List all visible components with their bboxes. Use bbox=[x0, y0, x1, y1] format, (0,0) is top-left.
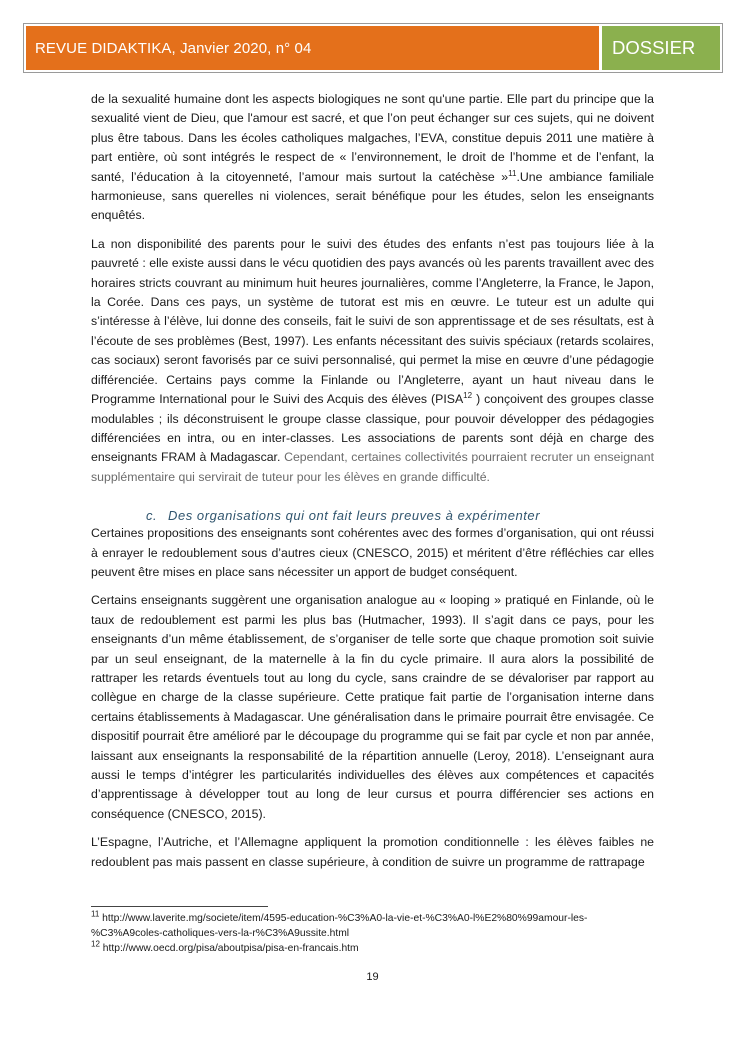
footnote-11-link: http://www.laverite.mg/societe/item/4595-education-%C3%A0-la-vie-et-%C3%A0-l%E2%80%99amour-les- bbox=[99, 913, 588, 924]
paragraph-2-text-b: ) conçoivent des groupes classe modulables ; ils déconstruisent le groupe classe classique, pour pouvoir développer des pédagogies différenciées en intra, ou en inter-classes. Les associations de parents sont déjà en charge des enseignants FRAM à Madagascar. bbox=[91, 392, 655, 465]
footnote-12-number: 12 bbox=[91, 939, 100, 949]
section-label: DOSSIER bbox=[602, 26, 720, 70]
footnote-11 bbox=[91, 911, 691, 926]
page-header bbox=[23, 23, 723, 73]
section-paragraph-1: Certaines propositions des enseignants sont cohérentes avec des formes d’organisation, qui ont réussi à enrayer le redoublement sous d’autres cieux (CNESCO, 2015) et méritent d’être réfléchies car elles peuvent être mises en place sans nécessiter un apport de budget conséquent. bbox=[91, 526, 654, 579]
section-number: c. bbox=[146, 508, 158, 524]
footnote-12 bbox=[91, 941, 691, 956]
section-title: Des organisations qui ont fait leurs preuves à expérimenter bbox=[168, 508, 541, 524]
section-heading bbox=[91, 507, 654, 524]
paragraph-1-text-b: .Une ambiance familiale harmonieuse, sans querelles ni violences, serait bénéfique pour les études, selon les enseignants enquêtés. bbox=[91, 169, 654, 223]
page-number: 19 bbox=[366, 971, 379, 983]
footnotes bbox=[91, 911, 691, 956]
footnote-11-continued: %C3%A9coles-catholiques-vers-la-r%C3%A9ussite.html bbox=[91, 928, 350, 939]
footnote-ref-11: 11 bbox=[508, 168, 517, 178]
paragraph-1-text-a: de la sexualité humaine dont les aspects biologiques ne sont qu'une partie. Elle part du principe que la sexualité vient de Dieu, que l'amour est sacré, et que l’on peut échanger sur ces sujets, qui ne doivent plus être tabous. Dans les écoles catholiques malgaches, l’EVA, constitue depuis 2011 une matière à part entière, où sont intégrés le respect de « l’environnement, le droit de l’homme et de l’enfant, la santé, l’éducation à la citoyenneté, l’amour mais surtout la catéchèse » bbox=[91, 92, 654, 184]
footnote-divider bbox=[91, 906, 268, 907]
journal-title: REVUE DIDAKTIKA, Janvier 2020, n° 04 bbox=[26, 26, 599, 70]
paragraph-1 bbox=[91, 90, 654, 226]
paragraph-2-text-a: La non disponibilité des parents pour le suivi des études des enfants n’est pas toujours liée à la pauvreté : elle existe aussi dans le vécu quotidien des pays avancés où les parents travaillent avec des horaires stricts couvrant au minimum huit heures journalières, comme l’Angleterre, la France, le Japon, la Corée. Dans ces pays, un système de tutorat est mis en œuvre. Le tuteur est un adulte qui s’intéresse à l’élève, lui donne des conseils, fait le suivi de son apprentissage et de ses résultats, est à l’écoute de ses problèmes (Best, 1997). Les enfants nécessitant des suivis spéciaux (retards scolaires, cas sociaux) seront favorisés par ce suivi personnalisé, qui permet la mise en œuvre d’une pédagogie différenciée. Certains pays comme la Finlande ou l’Angleterre, ayant un haut niveau dans le Programme International pour le Suivi des Acquis des élèves (PISA bbox=[91, 236, 654, 407]
paragraph-2 bbox=[91, 235, 654, 487]
footnote-ref-12: 12 bbox=[463, 391, 473, 400]
paragraph-2-grey-text: Cependant, certaines collectivités pourraient recruter un enseignant supplémentaire qui servirait de tuteur pour les élèves en grande difficulté. bbox=[91, 450, 654, 484]
footnote-12-link: http://www.oecd.org/pisa/aboutpisa/pisa-en-francais.htm bbox=[99, 943, 359, 954]
section-paragraph-2: Certains enseignants suggèrent une organisation analogue au « looping » pratiqué en Finlande, où le taux de redoublement est parmi les plus bas (Hutmacher, 1993). Il s’agit dans ce pays, pour les enseignants d’un même établissement, de s’organiser de telle sorte que chaque promotion soit suivie par un seul enseignant, de la maternelle à la fin du cycle primaire. Il aura alors la possibilité de rattraper les retards éventuels tout au long du cycle, sans craindre de se dévaloriser par rapport au collègue en charge de la classe supérieure. Cette pratique fait partie de l’organisation interne dans certains établissements à Madagascar. Une généralisation dans le primaire pourrait être envisagée. Ce dispositif pourrait être amélioré par le découpage du programme qui se fait par cycle et non par année, laissant aux enseignants la responsabilité de la répartition annuelle (Leroy, 2018). L’enseignant aura aussi le temps d’intégrer les particularités individuelles des élèves aux compétences et capacités d’apprentissage à développer tout au long de leur cursus et pourra différencier ses actions en conséquence (CNESCO, 2015). bbox=[91, 593, 654, 821]
footnote-11-number: 11 bbox=[91, 909, 100, 919]
section-paragraph-3: L’Espagne, l’Autriche, et l’Allemagne appliquent la promotion conditionnelle : les élèves faibles ne redoublent pas mais passent en classe supérieure, à condition de suivre un programme de rattrapage bbox=[91, 835, 654, 869]
article-body bbox=[91, 90, 654, 881]
